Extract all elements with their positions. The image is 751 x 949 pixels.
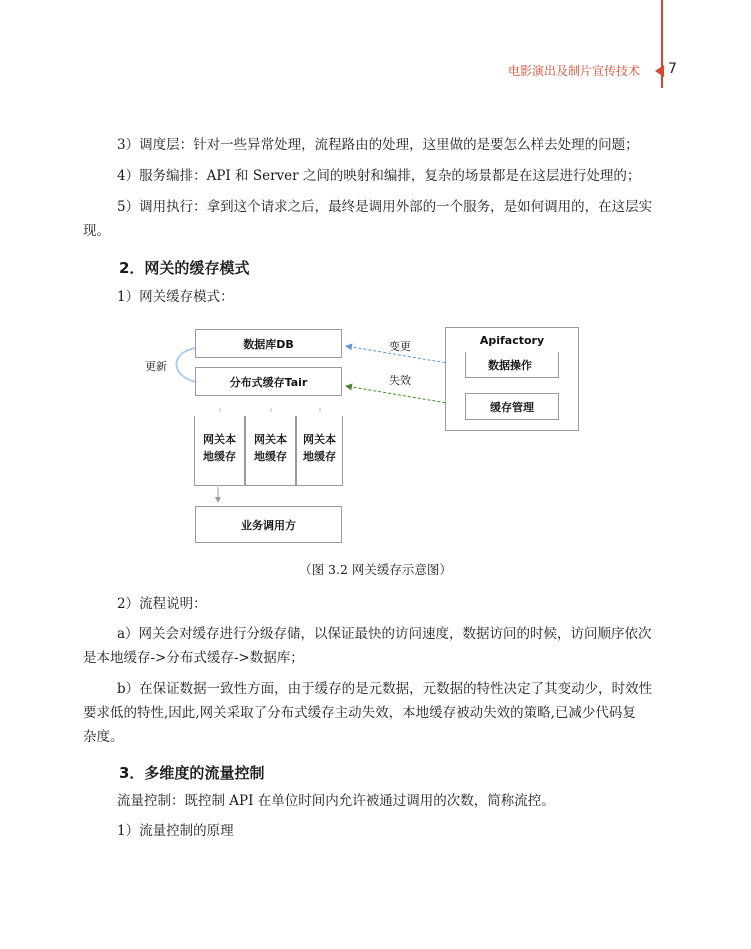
paragraph-cache-mode-intro: 1）网关缓存模式：: [117, 289, 234, 305]
distributed-cache-box: 分布式缓存Tair: [195, 367, 342, 396]
paragraph-consistency-cont: 要求低的特性,因此,网关采取了分布式缓存主动失效，本地缓存被动失效的策略,已减少代码复: [83, 705, 636, 721]
paragraph-consistency-end: 杂度。: [83, 729, 124, 745]
cache-diagram: [140, 322, 590, 552]
business-caller-box: 业务调用方: [195, 506, 342, 543]
paragraph-flow-control-principle: 1）流量控制的原理: [117, 823, 234, 839]
paragraph-tiered-storage: a）网关会对缓存进行分级存储，以保证最快的访问速度，数据访问的时候，访问顺序依次: [117, 626, 652, 642]
paragraph-dispatch-layer: 3）调度层：针对一些异常处理，流程路由的处理，这里做的是要怎么样去处理的问题；: [117, 137, 639, 153]
update-curve-arrow: [177, 348, 197, 382]
database-box: 数据库DB: [195, 329, 342, 358]
running-header: [450, 61, 680, 81]
paragraph-flow-description: 2）流程说明：: [117, 596, 207, 612]
change-label: 变更: [389, 340, 411, 353]
paragraph-call-execution: 5）调用执行：拿到这个请求之后，最终是调用外部的一个服务，是如何调用的，在这层实: [117, 199, 653, 215]
local-cache-1: 网关本 地缓存: [194, 416, 245, 486]
paragraph-tiered-storage-cont: 是本地缓存->分布式缓存->数据库；: [83, 650, 304, 666]
paragraph-flow-control-def: 流量控制：既控制 API 在单位时间内允许被通过调用的次数，简称流控。: [117, 793, 555, 809]
local-cache-2: 网关本 地缓存: [245, 416, 296, 486]
cache-management-box: 缓存管理: [465, 393, 559, 420]
paragraph-consistency: b）在保证数据一致性方面，由于缓存的是元数据，元数据的特性决定了其变动少，时效性: [117, 681, 653, 697]
paragraph-call-execution-cont: 现。: [83, 223, 110, 239]
triangle-marker-icon: [655, 65, 664, 77]
update-label: 更新: [145, 360, 167, 373]
paragraph-service-orchestration: 4）服务编排：API 和 Server 之间的映射和编排，复杂的场景都是在这层进行处理的；: [117, 168, 641, 184]
figure-caption: （图 3.2 网关缓存示意图）: [299, 562, 452, 577]
invalidate-label: 失效: [389, 374, 411, 387]
section-heading-flow-control: 3．多维度的流量控制: [119, 764, 265, 782]
section-heading-cache-mode: 2．网关的缓存模式: [119, 259, 250, 277]
page-number: 7: [668, 61, 677, 77]
local-cache-3: 网关本 地缓存: [296, 416, 343, 486]
apifactory-title: Apifactory: [479, 334, 545, 347]
data-operation-label: 数据操作: [488, 359, 532, 372]
header-title: 电影演出及制片宣传技术: [507, 64, 640, 78]
